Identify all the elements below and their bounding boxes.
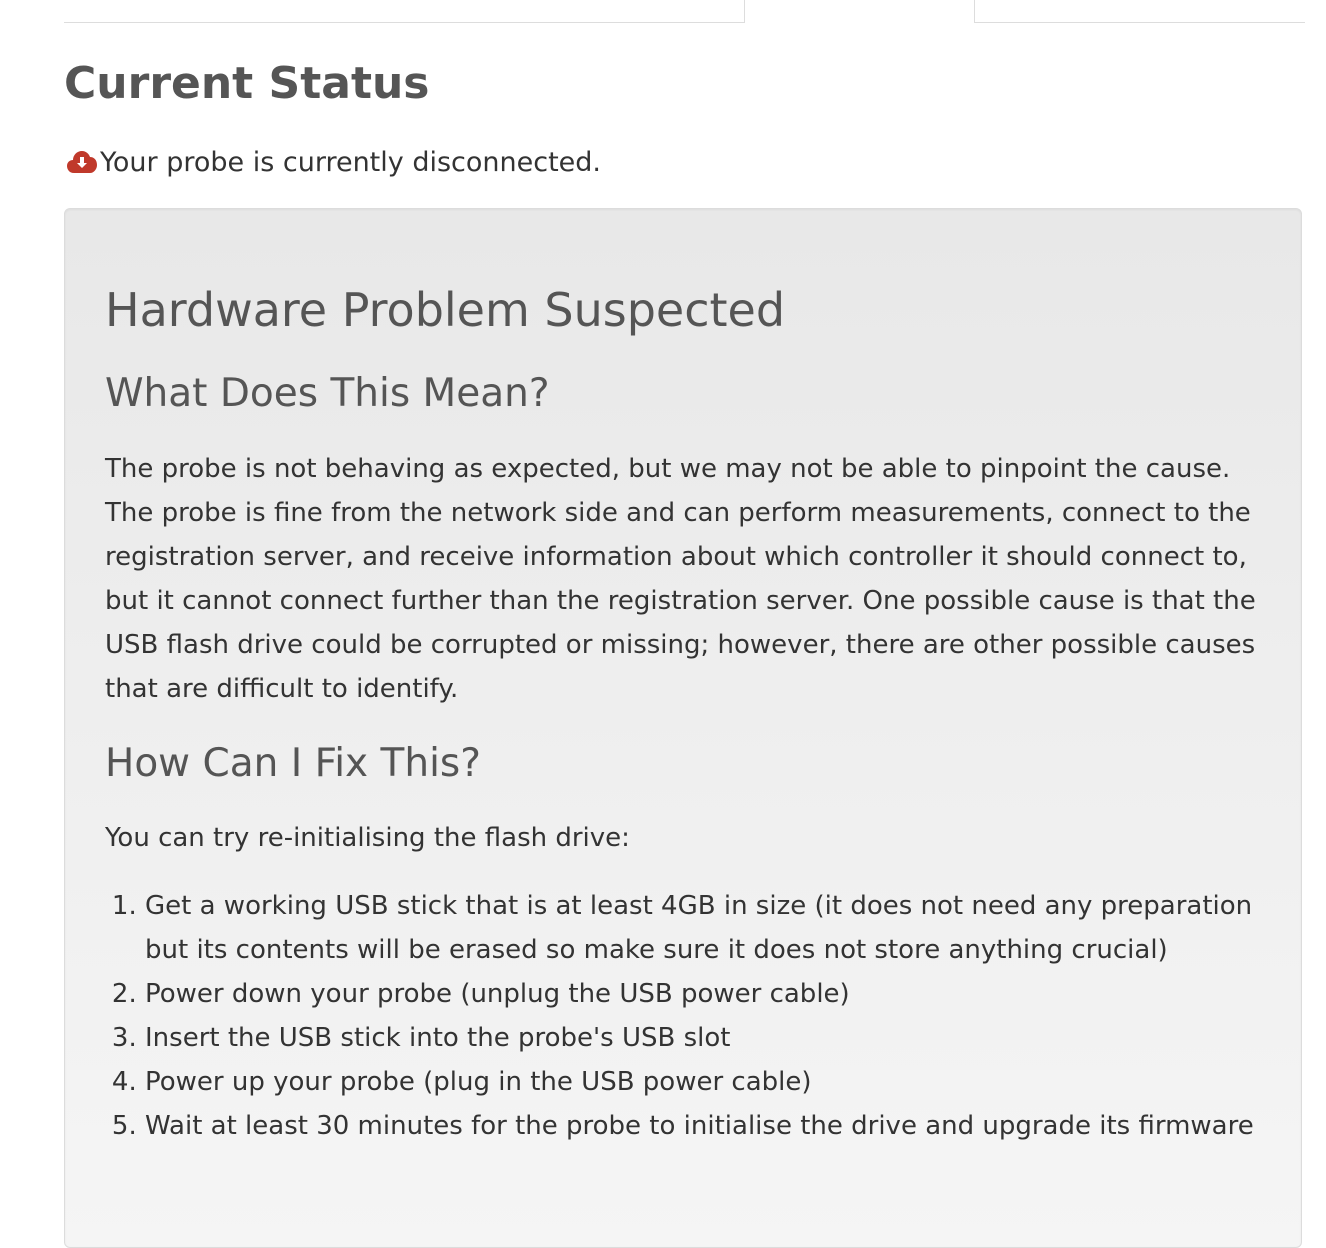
hardware-problem-panel [64, 208, 1302, 1248]
meaning-heading: What Does This Mean? [105, 371, 550, 416]
fix-step: 5. Wait at least 30 minutes for the probe to initialise the drive and upgrade its firmware [145, 1104, 1290, 1148]
fix-intro: You can try re-initialising the flash drive: [105, 823, 630, 853]
page-title: Current Status [64, 58, 430, 109]
status-line [66, 144, 601, 180]
fix-steps-list [105, 884, 1290, 1148]
meaning-text: The probe is not behaving as expected, but we may not be able to pinpoint the cause. The probe is fine from the network side and can perform measurements, connect to the registration server, and receive information about which controller it should connect to, but it cannot connect further than the registration server. One possible cause is that the USB flash drive could be corrupted or missing; however, there are other possible causes that are difficult to identify. [105, 454, 1256, 704]
panel-heading: Hardware Problem Suspected [105, 283, 786, 337]
fix-step: 2. Power down your probe (unplug the USB power cable) [145, 972, 1290, 1016]
status-text: Your probe is currently disconnected. [100, 146, 602, 178]
fix-heading: How Can I Fix This? [105, 741, 481, 786]
tab-left[interactable] [64, 0, 745, 23]
cloud-download-icon [66, 149, 98, 175]
tab-right[interactable] [974, 0, 1305, 23]
fix-step: 1. Get a working USB stick that is at least 4GB in size (it does not need any preparation but its contents will be erased so make sure it does not store anything crucial) [145, 884, 1290, 972]
fix-step: 4. Power up your probe (plug in the USB power cable) [145, 1060, 1290, 1104]
fix-step: 3. Insert the USB stick into the probe's USB slot [145, 1016, 1290, 1060]
tab-strip [0, 0, 1326, 24]
